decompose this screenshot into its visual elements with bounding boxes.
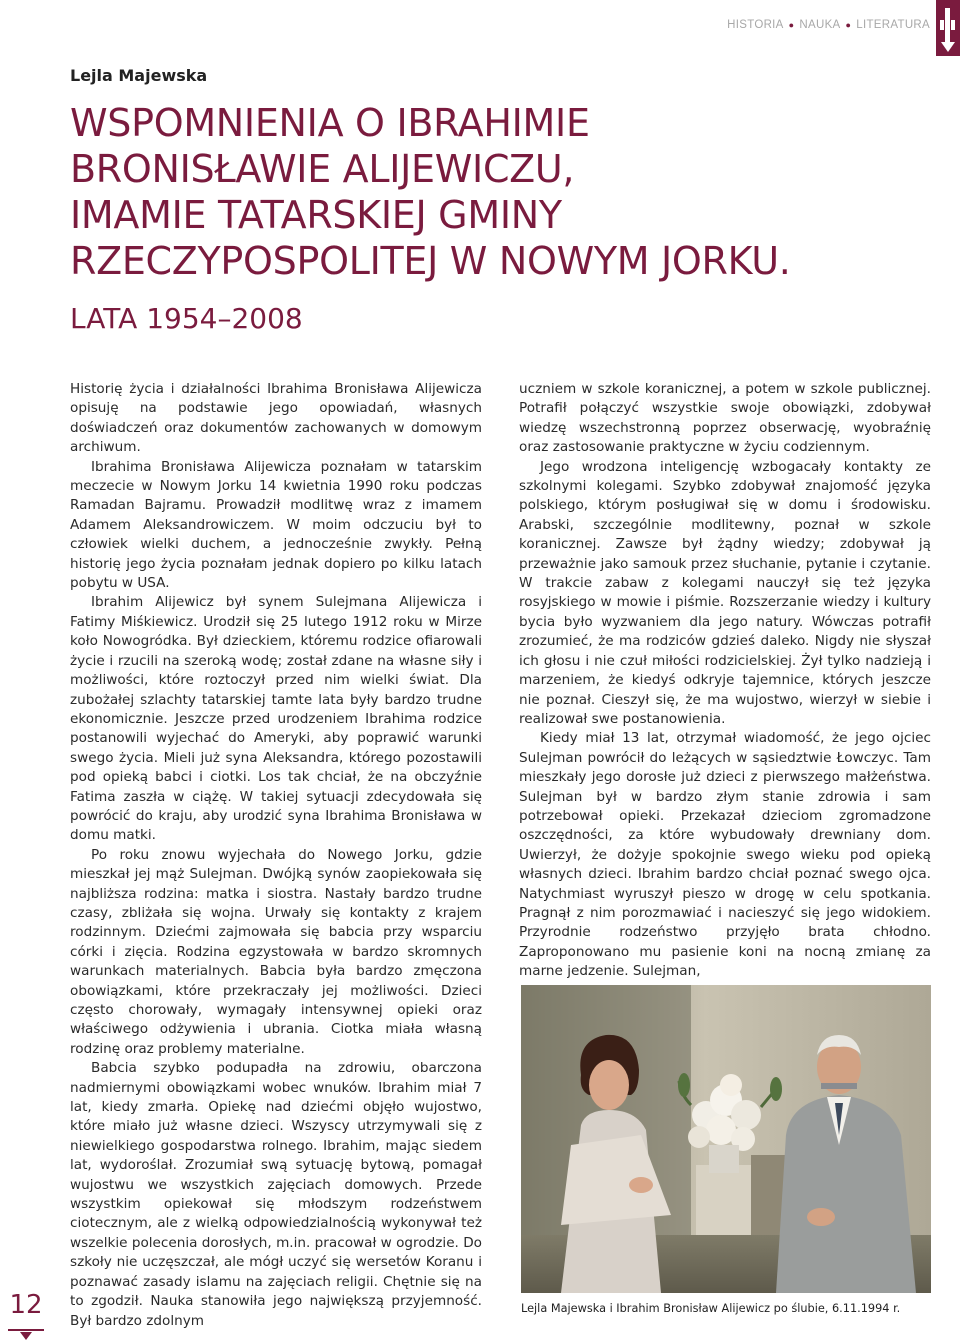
text-column-right [519,380,931,982]
paragraph: Babcia szybko podupadła na zdrowiu, obarczona nadmiernymi obowiązkami wobec wnuków. Ibrahim miał 7 lat, kiedy zmarła. Opiekę nad dziećmi objęło wujostwo, które miało już własne dzieci. Wszyscy utrzymywali się z niewielkiego gospodarstwa rolnego. Ibrahim, mając siedem lat, wydoroślał. Zrozumiał swą sytuację bytową, pomagał wujostwu we wszystkich zajęciach domowych. Przede wszystkim opiekował się młodszym rodzeństwem ciotecznym, ale z wielką odpowiedzialnością wykonywał też wszelkie polecenia dorosłych, m.in. pracował w ogrodzie. Do szkoły nie uczęszczał, ale mógł uczyć się wersetów Koranu i poznawać zasady islamu na zajęciach religii. Chętnie się na to zgodził. Nauka stanowiła jego największą przyjemność. Był bardzo zdolnym [70,1060,482,1329]
separator-dot-icon: ● [788,20,795,30]
section-tag-science: NAUKA [799,19,841,31]
wedding-photo-illustration [521,985,931,1293]
paragraph: Historię życia i działalności Ibrahima Bronisława Alijewicza opisuję na podstawie jego opowiadań, własnych doświadczeń oraz dokumentów zachowanych w domowym archiwum. [70,381,482,456]
paragraph: Po roku znowu wyjechała do Nowego Jorku, gdzie mieszkał jej mąż Sulejman. Dwójką synów zaopiekowała się najbliższa rodzina: matka i siostra. Nastały bardzo trudne czasy, zbliżała się wojna. Urwały się kontakty z krajem rodzinnym. Dziećmi zajmowała się babcia przy wsparciu córki i zięcia. Rodzina egzystowała w bardzo skromnych warunkach materialnych. Babcia była bardzo zmęczona obowiązkami, które przekraczały jej możliwości. Dzieci często chorowały, wymagały intensywnej opieki oraz właściwego odżywienia i ubrania. Ciotka miała własną rodzinę oraz problemy materialne. [70,846,482,1057]
paragraph: uczniem w szkole koranicznej, a potem w szkole publicznej. Potrafił połączyć wszystkie swoje obowiązki, zdobywał wiedzę wszechstronną poprzez obserwację, wyobraźnię oraz zastosowanie praktyczne w życiu codziennym. [519,381,931,456]
page-ornament-icon [8,1327,44,1341]
wedding-photo [521,985,931,1293]
article-title [70,100,940,284]
paragraph: Jego wrodzona inteligencję wzbogacały kontakty ze szkolnymi kolegami. Szybko zdobywał znajomość języka polskiego, którym posługiwał się w domu i środowisku. Arabski, szczególnie modlitewny, poznał w szkole koranicznej. Zawsze był żądny wiedzy; zdobywał ją przeważnie jako samouk przez słuchanie, pytanie i czytanie. W trakcie zabaw z kolegami nauczył się też języka rosyjskiego w mowie i piśmie. Rozszerzanie wiedzy i kultury bycia było wyzwaniem dla jego natury. Wówczas potrafił zrozumieć, że ma rodziców gdzieś daleko. Nigdy nie słyszał ich głosu i nie czuł miłości rodzicielskiej. Żył tylko nadzieją i marzeniem, że kiedyś odkryje tajemnice, których jeszcze nie poznał. Cieszył się, że ma wujostwo, wierzył w siebie i realizował swe postanowienia. [519,458,931,727]
paragraph: Ibrahim Alijewicz był synem Sulejmana Alijewicza i Fatimy Miśkiewicz. Urodził się 25 lutego 1912 roku w Mirze koło Nowogródka. Był dzieckiem, któremu rodzice ofiarowali życie i rzucili na szeroką wodę; został zdane na własne siły i możliwości, które roztoczył przed nim wielki świat. Dla zubożałej szlachty tatarskiej tamte lata były bardzo trudne ekonomicznie. Jeszcze przed urodzeniem Ibrahima rodzice postanowili wyjechać do Ameryki, aby poprawić warunki swego życia. Mieli już syna Aleksandra, którego pozostawili pod opieką babci i ciotki. Los tak chciał, że na obczyźnie Fatima zaszła w ciążę. W takiej sytuacji zdecydowała się powrócić do kraju, aby urodzić syna Ibrahima Bronisława w domu matki. [70,594,482,844]
title-line: WSPOMNIENIA O IBRAHIMIE [70,101,590,145]
page-number: 12 [9,1290,43,1320]
article-author: Lejla Majewska [70,66,208,85]
title-line: RZECZYPOSPOLITEJ W NOWYM JORKU. [70,239,791,283]
section-tag-history: HISTORIA [727,19,784,31]
title-line: BRONISŁAWIE ALIJEWICZU, [70,147,575,191]
title-line: IMAMIE TATARSKIEJ GMINY [70,193,562,237]
section-tag-literature: LITERATURA [856,19,930,31]
paragraph: Kiedy miał 13 lat, otrzymał wiadomość, że jego ojciec Sulejman powrócił do leżących w sąsiedztwie Łowczyc. Tam mieszkały jego dorosłe już dzieci z pierwszego małżeństwa. Sulejman był w bardzo złym stanie zdrowia i sam potrzebował opieki. Przekazał dzieciom zgromadzone oszczędności, za które wybudowały drewniany dom. Uwierzył, że dożyje spokojnie swego wieku pod opieką własnych dzieci. Ibrahim bardzo chciał poznać swego ojca. Natychmiast wyruszył pieszo w drogę w celu spotkania. Pragnął z nim porozmawiać i nacieszyć się jego widokiem. Przyrodnie rodzeństwo przyjęło brata chłodno. Zaproponowano mu pasienie koni na nocną zmianę za marne jedzenie. Sulejman, [519,730,931,980]
separator-dot-icon: ● [845,20,852,30]
photo-caption: Lejla Majewska i Ibrahim Bronisław Alijewicz po ślubie, 6.11.1994 r. [521,1302,901,1315]
text-column-left [70,380,482,1331]
article-subtitle: LATA 1954–2008 [70,302,303,335]
section-tags [727,19,930,31]
magazine-logo-icon [936,0,960,56]
paragraph: Ibrahima Bronisława Alijewicza poznałam w tatarskim meczecie w Nowym Jorku 14 kwietnia 1990 roku podczas Ramadan Bajramu. Prowadził modlitwę wraz z imamem Adamem Aleksandrowiczem. W moim odczuciu był to człowiek wielki duchem, a jednocześnie zwykły. Pełną historię jego życia poznałam jednak dopiero po kilku latach pobytu w USA. [70,458,482,592]
